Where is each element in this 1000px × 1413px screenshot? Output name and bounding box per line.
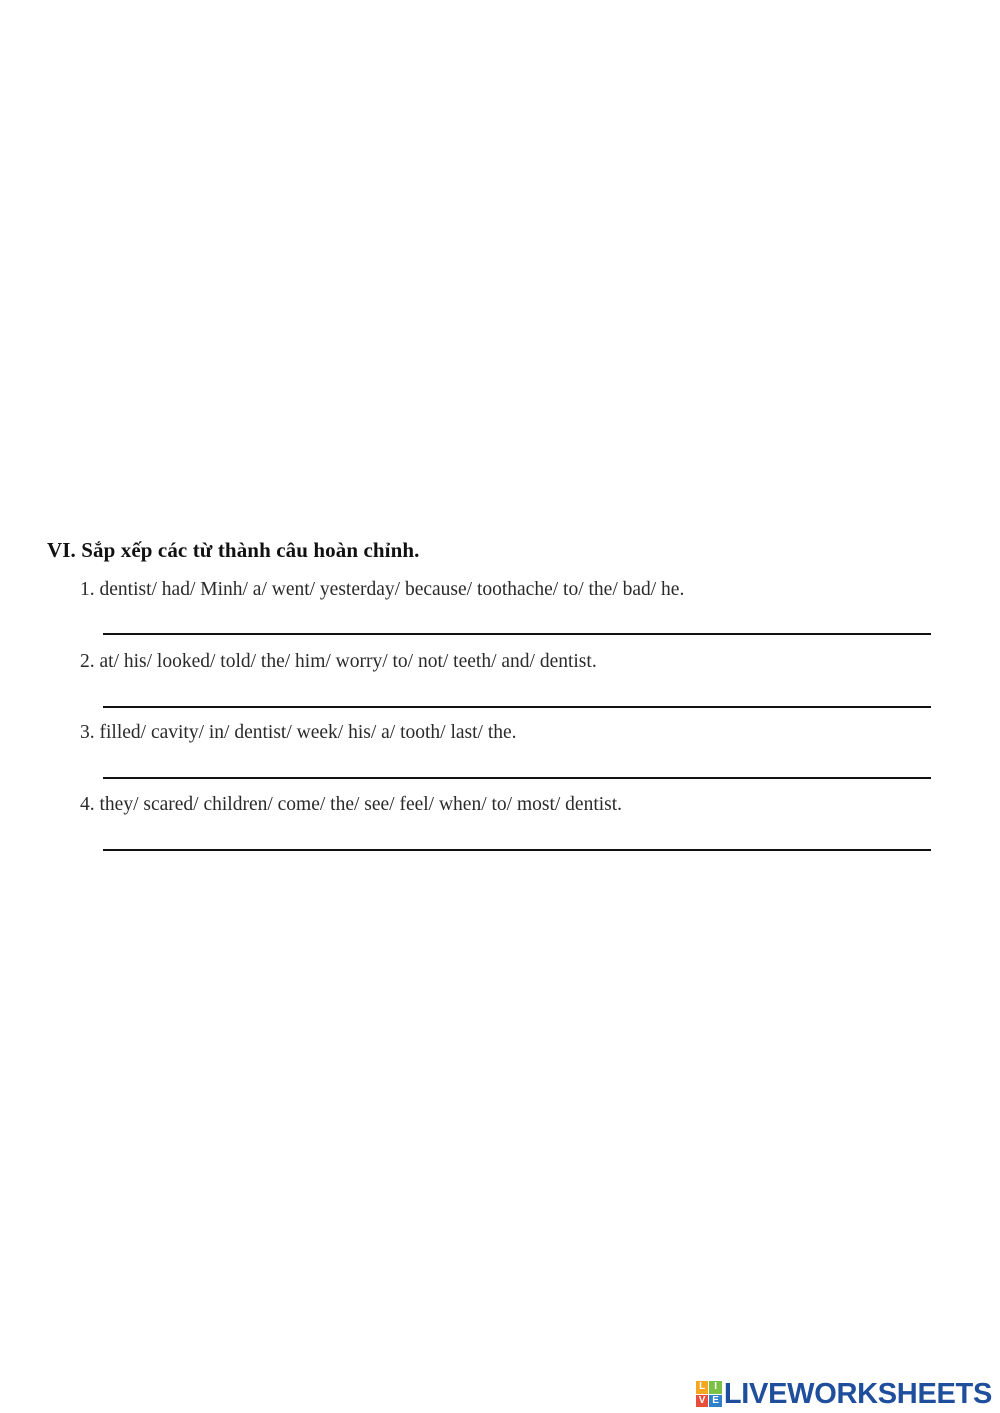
exercise-prompt: 2. at/ his/ looked/ told/ the/ him/ worry/ to/ not/ teeth/ and/ dentist. <box>80 651 597 672</box>
exercise-item-3 <box>80 722 940 744</box>
answer-line[interactable] <box>103 633 931 635</box>
section-title: VI. Sắp xếp các từ thành câu hoàn chỉnh. <box>47 538 420 562</box>
answer-line[interactable] <box>103 849 931 851</box>
exercise-item-4 <box>80 794 940 816</box>
exercise-item-2 <box>80 651 940 673</box>
logo-tile: V <box>696 1395 709 1408</box>
logo-tile: E <box>709 1395 722 1408</box>
liveworksheets-logo-icon <box>696 1381 722 1407</box>
exercise-item-1 <box>80 579 940 601</box>
liveworksheets-logo[interactable] <box>696 1376 992 1412</box>
exercise-prompt: 3. filled/ cavity/ in/ dentist/ week/ his/ a/ tooth/ last/ the. <box>80 722 517 743</box>
logo-tile: L <box>696 1381 709 1394</box>
answer-line[interactable] <box>103 777 931 779</box>
exercise-prompt: 4. they/ scared/ children/ come/ the/ see/ feel/ when/ to/ most/ dentist. <box>80 794 623 815</box>
answer-line[interactable] <box>103 706 931 708</box>
logo-tile: I <box>709 1381 722 1394</box>
logo-text: LIVEWORKSHEETS <box>723 1377 992 1410</box>
exercise-prompt: 1. dentist/ had/ Minh/ a/ went/ yesterday/ because/ toothache/ to/ the/ bad/ he. <box>80 579 685 600</box>
